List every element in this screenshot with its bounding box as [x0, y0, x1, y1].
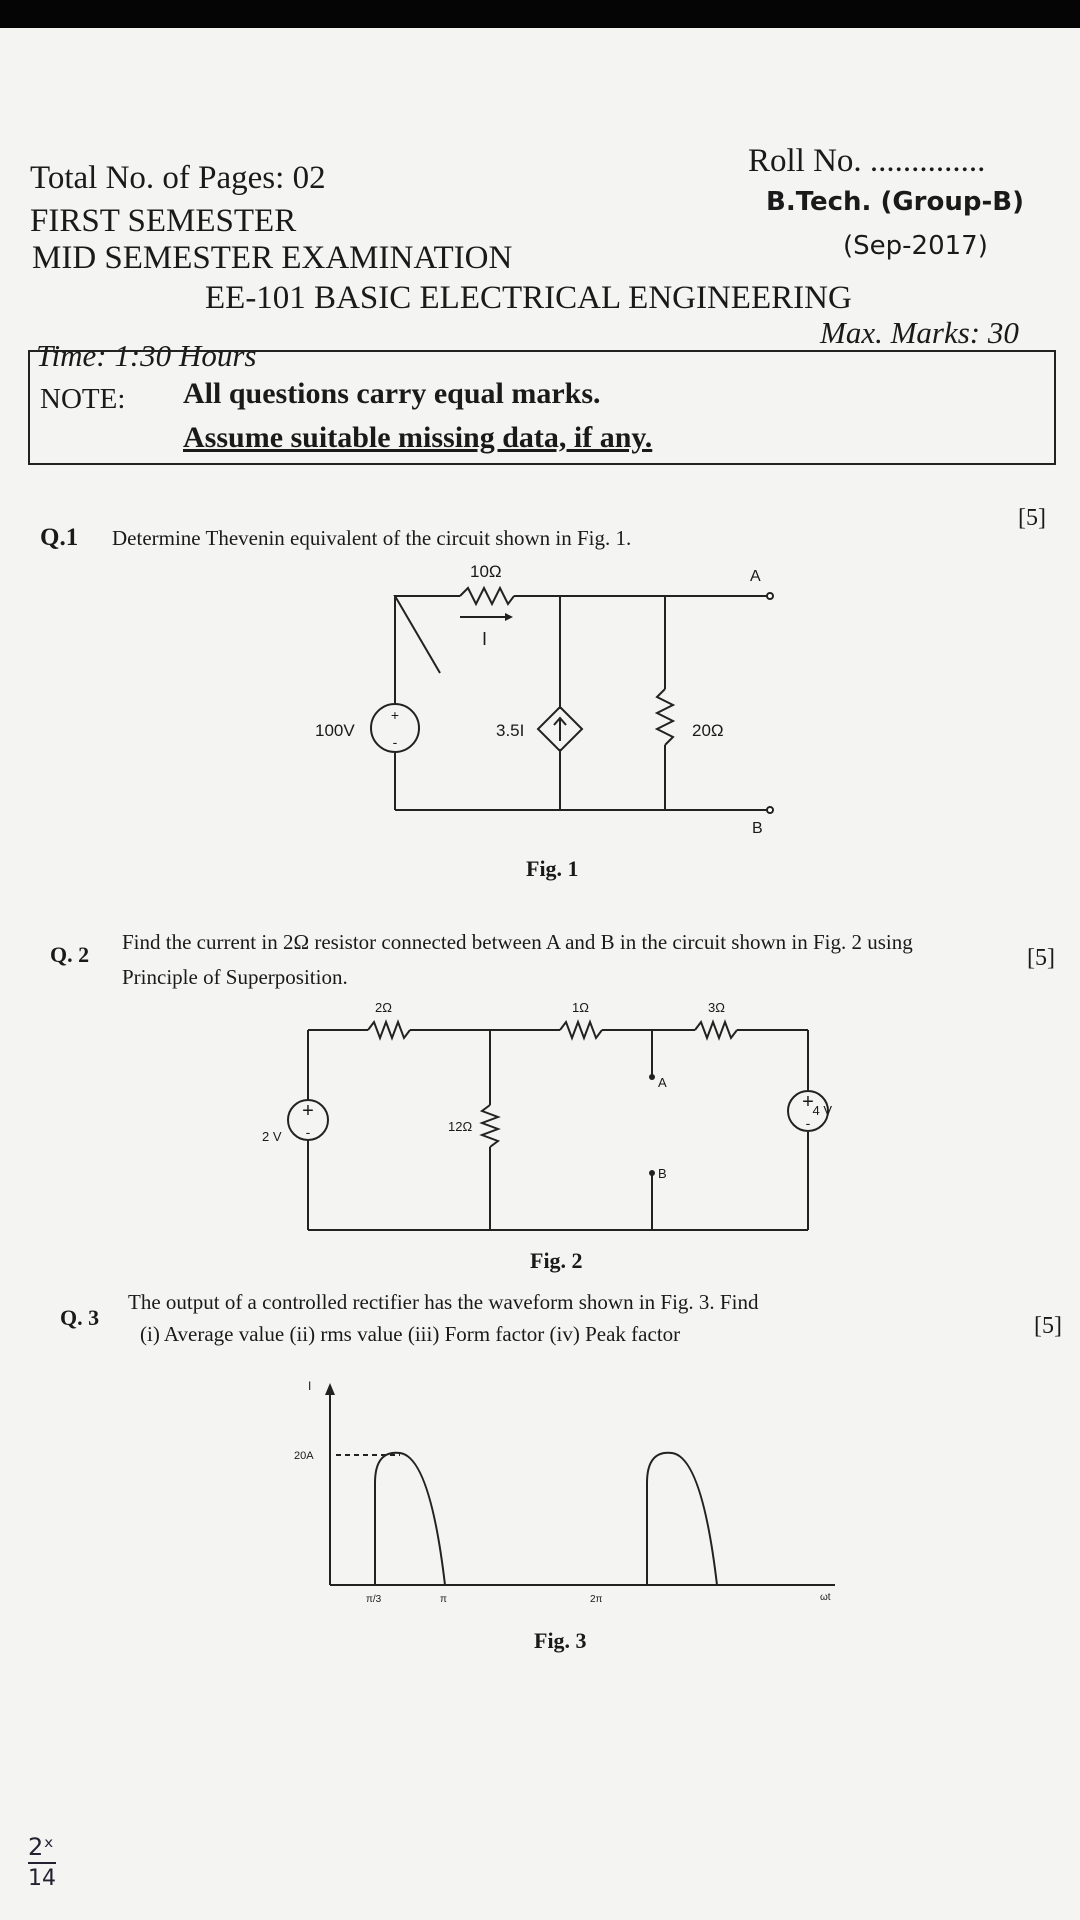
semester: FIRST SEMESTER	[30, 203, 297, 239]
fig2-circuit	[250, 995, 840, 1235]
fig1-dep-label: 3.5I	[496, 721, 525, 740]
fig3-caption: Fig. 3	[534, 1628, 587, 1653]
fig2-resistor-12	[482, 1105, 498, 1147]
top-bar	[0, 0, 1080, 28]
subject: EE-101 BASIC ELECTRICAL ENGINEERING	[205, 280, 852, 316]
fig1-b-label: B	[752, 820, 763, 835]
fig2-src2-minus: -	[805, 1115, 811, 1131]
fig1-resistor-20	[657, 689, 673, 745]
fig1-terminal-b	[767, 807, 773, 813]
fig2-resistor-1	[560, 1022, 602, 1038]
note-line-2: Assume suitable missing data, if any.	[183, 421, 653, 454]
total-pages: Total No. of Pages: 02	[30, 160, 326, 196]
fig1-current-arrowhead	[505, 613, 513, 621]
exam-date: (Sep-2017)	[843, 231, 988, 261]
fig1-circuit	[300, 555, 820, 835]
fig3-tick-wt: ωt	[820, 1592, 831, 1603]
handwritten-divider	[28, 1862, 56, 1864]
fig1-a-label: A	[750, 568, 761, 585]
q2-text-line-2: Principle of Superposition.	[122, 965, 348, 989]
fig1-plus: +	[390, 707, 400, 723]
fig2-v2-label: 4 V	[812, 1103, 832, 1118]
fig1-minus: -	[392, 734, 398, 750]
q3-number: Q. 3	[60, 1305, 100, 1330]
time: Time: 1:30 Hours	[36, 338, 257, 373]
fig2-b-label: B	[658, 1166, 667, 1181]
q3-marks: [5]	[1034, 1313, 1062, 1339]
handwritten-note-bottom: 14	[28, 1866, 56, 1891]
fig1-r2-label: 20Ω	[692, 721, 724, 740]
fig2-r4-label: 12Ω	[448, 1119, 473, 1134]
fig2-resistor-2	[368, 1022, 410, 1038]
fig3-y-label: I	[308, 1379, 312, 1393]
fig3-y-arrowhead	[325, 1383, 335, 1395]
fig2-r1-label: 2Ω	[375, 1000, 392, 1015]
fig2-r3-label: 3Ω	[708, 1000, 725, 1015]
fig1-terminal-a	[767, 593, 773, 599]
fig3-pulse-1	[375, 1453, 445, 1585]
fig1-r1-label: 10Ω	[470, 562, 502, 581]
q2-number: Q. 2	[50, 942, 90, 967]
fig1-src-label: 100V	[315, 721, 355, 740]
fig2-terminal-b	[649, 1170, 655, 1176]
fig1-wire-left	[395, 596, 460, 673]
fig2-a-label: A	[658, 1075, 667, 1090]
fig3-tick-2pi: 2π	[590, 1594, 603, 1605]
q1-text: Determine Thevenin equivalent of the circuit shown in Fig. 1.	[112, 526, 632, 550]
q2-text-line-1: Find the current in 2Ω resistor connected between A and B in the circuit shown in Fig. 2 using	[122, 930, 913, 954]
fig2-src1-plus: +	[302, 1100, 314, 1122]
note-line-1: All questions carry equal marks.	[183, 377, 601, 410]
fig1-caption: Fig. 1	[526, 856, 579, 881]
course: B.Tech. (Group-B)	[766, 187, 1024, 217]
fig2-resistor-3	[695, 1022, 737, 1038]
fig3-waveform	[280, 1375, 860, 1615]
fig1-resistor-10	[460, 588, 514, 604]
note-label: NOTE:	[40, 383, 126, 415]
max-marks: Max. Marks: 30	[820, 315, 1019, 350]
q3-text-line-2: (i) Average value (ii) rms value (iii) Form factor (iv) Peak factor	[140, 1322, 681, 1346]
q2-marks: [5]	[1027, 945, 1055, 971]
q1-number: Q.1	[40, 524, 79, 551]
q3-text-line-1: The output of a controlled rectifier has the waveform shown in Fig. 3. Find	[128, 1290, 759, 1314]
fig2-src2-plus: +	[802, 1091, 814, 1113]
fig2-terminal-a	[649, 1074, 655, 1080]
fig2-r2-label: 1Ω	[572, 1000, 589, 1015]
fig2-src1-minus: -	[305, 1124, 311, 1140]
exam-title: MID SEMESTER EXAMINATION	[32, 240, 513, 276]
fig3-peak-label: 20A	[294, 1450, 314, 1462]
roll-no: Roll No. ..............	[748, 143, 986, 179]
fig3-tick-pi: π	[440, 1594, 447, 1605]
q1-marks: [5]	[1018, 505, 1046, 531]
fig1-i-label: I	[482, 629, 488, 649]
fig3-pulse-2	[647, 1453, 717, 1585]
fig2-caption: Fig. 2	[530, 1248, 583, 1273]
fig3-tick-pi-3: π/3	[366, 1594, 382, 1605]
fig2-v1-label: 2 V	[262, 1129, 282, 1144]
handwritten-note-top: 2ˣ	[28, 1833, 54, 1861]
